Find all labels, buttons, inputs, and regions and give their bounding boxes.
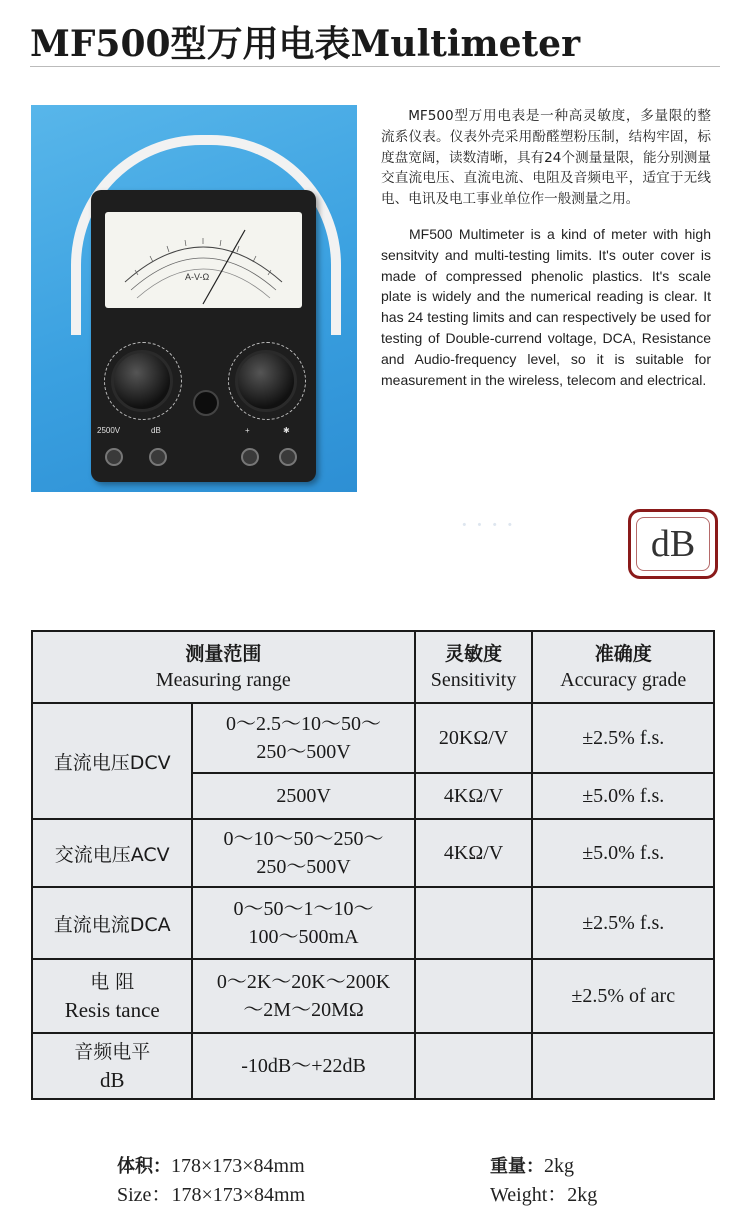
audio-label-en: dB: [99, 1068, 125, 1092]
row-label-resistance: [32, 959, 192, 1033]
audio-label-cn: 音频电平: [74, 1041, 151, 1063]
dcv-accuracy-2: ±5.0% f.s.: [532, 773, 714, 819]
db-badge: [628, 509, 718, 579]
zero-adjust-knob: [193, 390, 219, 416]
product-photo: [31, 105, 357, 492]
dcv-range-1: [192, 703, 414, 773]
range-knob-left: [111, 350, 173, 412]
dcv-sensitivity-1: 20KΩ/V: [415, 703, 533, 773]
weight-cn: [490, 1152, 597, 1181]
row-label-dca: 直流电流DCA: [32, 887, 192, 959]
weight-en-label: Weight：: [490, 1184, 568, 1206]
weight-cn-label: 重量：: [490, 1156, 544, 1177]
weight-cn-value: 2kg: [544, 1155, 574, 1177]
weight-en: [490, 1181, 597, 1209]
dca-accuracy: ±2.5% f.s.: [532, 887, 714, 959]
dca-range-line2: 100～500mA: [248, 926, 359, 948]
resistance-range-line2: ～2M～20MΩ: [243, 999, 364, 1021]
dcv-range-1-line1: 0～2.5～10～50～: [226, 713, 382, 735]
spec-table: [31, 630, 715, 1100]
header-accuracy: [532, 631, 714, 703]
title-divider: [30, 66, 720, 67]
resistance-range: [192, 959, 414, 1033]
acv-sensitivity: 4KΩ/V: [415, 819, 533, 887]
size-en: [117, 1181, 305, 1209]
resistance-range-line1: 0～2K～20K～200K: [216, 971, 391, 993]
weight-spec: [490, 1152, 597, 1209]
background-watermark: · · · ·: [460, 510, 515, 539]
jack-db-label: dB: [151, 426, 161, 435]
jack-db: [149, 448, 167, 466]
meter-body: [91, 190, 316, 482]
spec-header-row: [32, 631, 714, 703]
dial-unit-label: A-V-Ω: [185, 272, 210, 282]
dcv-sensitivity-2: 4KΩ/V: [415, 773, 533, 819]
description-chinese: MF500型万用电表是一种高灵敏度，多量限的整流系仪表。仪表外壳采用酚醛塑粉压制，结构牢固，标度盘宽阔，读数清晰，具有24个测量量限，能分别测量交直流电压、直流电流、电阻及音频电平，适宜于无线电、电讯及电工事业单位作一般测量之用。: [381, 108, 711, 208]
dca-sensitivity: [415, 887, 533, 959]
header-sensitivity: [415, 631, 533, 703]
acv-accuracy: ±5.0% f.s.: [532, 819, 714, 887]
dca-range-line1: 0～50～1～10～: [233, 898, 374, 920]
jack-2500v-label: 2500V: [97, 426, 121, 435]
table-row: [32, 959, 714, 1033]
table-row: [32, 1033, 714, 1099]
header-sens-cn: 灵敏度: [445, 643, 503, 665]
jack-plus: [241, 448, 259, 466]
size-cn: [117, 1152, 305, 1181]
jack-common-label: ✱: [283, 426, 290, 435]
size-en-value: 178×173×84mm: [171, 1184, 306, 1206]
table-row: [32, 819, 714, 887]
dcv-accuracy-1: ±2.5% f.s.: [532, 703, 714, 773]
dcv-range-1-line2: 250～500V: [256, 741, 351, 763]
dca-range: [192, 887, 414, 959]
size-cn-label: 体积：: [117, 1156, 171, 1177]
size-spec: [117, 1152, 305, 1209]
table-row: [32, 887, 714, 959]
row-label-dcv: 直流电压DCV: [32, 703, 192, 819]
jack-common: [279, 448, 297, 466]
meter-dial-face: [105, 212, 302, 308]
resistance-accuracy: ±2.5% of arc: [532, 959, 714, 1033]
header-range-en: Measuring range: [155, 669, 291, 691]
size-cn-value: 178×173×84mm: [171, 1155, 305, 1177]
acv-range: [192, 819, 414, 887]
db-badge-text: dB: [636, 517, 710, 571]
audio-sensitivity: [415, 1033, 533, 1099]
table-row: [32, 703, 714, 773]
range-knob-right: [235, 350, 297, 412]
meter-scale-graphic: [105, 212, 302, 308]
acv-range-line1: 0～10～50～250～: [223, 828, 384, 850]
row-label-acv: 交流电压ACV: [32, 819, 192, 887]
resistance-sensitivity: [415, 959, 533, 1033]
resistance-label-cn: 电 阻: [90, 971, 135, 993]
header-acc-en: Accuracy grade: [560, 669, 687, 691]
audio-accuracy: [532, 1033, 714, 1099]
product-description: [381, 106, 711, 390]
resistance-label-en: Resis tance: [64, 998, 160, 1022]
jack-plus-label: +: [245, 426, 250, 435]
audio-range: -10dB～+22dB: [192, 1033, 414, 1099]
page-title: MF500型万用电表Multimeter: [30, 23, 581, 65]
header-sens-en: Sensitivity: [430, 669, 517, 691]
jack-2500v: [105, 448, 123, 466]
size-en-label: Size：: [117, 1184, 172, 1206]
header-acc-cn: 准确度: [594, 643, 652, 665]
header-measuring-range: [32, 631, 415, 703]
weight-en-value: 2kg: [567, 1184, 598, 1206]
row-label-audio-level: [32, 1033, 192, 1099]
description-english: MF500 Multimeter is a kind of meter with high sensitvity and multi-testing limits. It's outer cover is made of compressed phenolic plastics. It's scale plate is widely and the numerical reading is clear. It has 24 testing limits and can respectively be used for testing of Double-currend voltage, DCA, Resistance and Audio-frequency level, so it is suitable for measurement in the wireless, telecom and electrical.: [381, 225, 711, 388]
dcv-range-2: 2500V: [192, 773, 414, 819]
header-range-cn: 测量范围: [185, 643, 262, 665]
acv-range-line2: 250～500V: [256, 856, 351, 878]
